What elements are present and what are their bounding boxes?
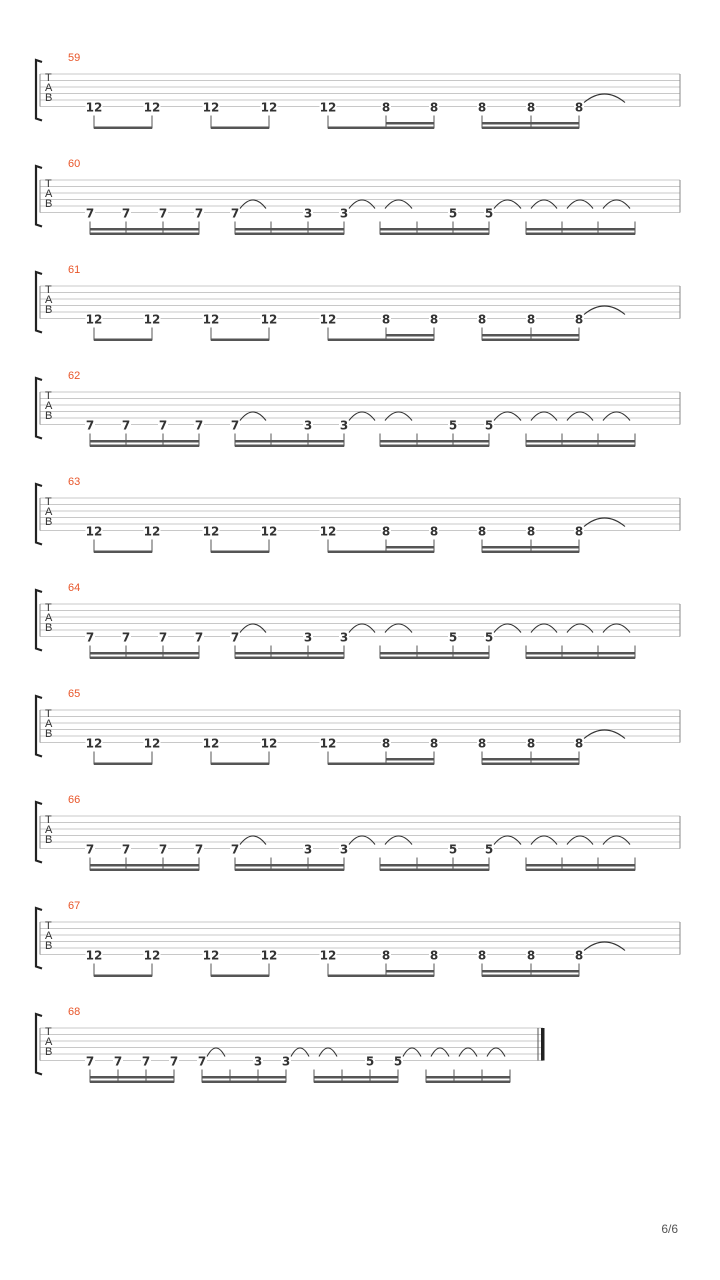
fret-number: 7	[141, 1054, 151, 1069]
tab-system	[36, 370, 680, 447]
tab-clef-letter: B	[45, 410, 53, 422]
tab-clef-letter: T	[45, 814, 52, 826]
tab-clef-letter: B	[45, 622, 53, 634]
beam-secondary	[90, 228, 199, 231]
beam	[90, 1081, 174, 1084]
fret-number: 7	[85, 630, 95, 645]
measure-number: 66	[68, 794, 81, 806]
fret-number: 5	[448, 842, 458, 857]
fret-number: 8	[526, 100, 536, 115]
fret-number: 12	[85, 312, 103, 327]
tab-clef-letter: T	[45, 1026, 52, 1038]
beam	[526, 445, 635, 448]
beam-secondary	[526, 228, 635, 231]
tab-system	[36, 582, 680, 659]
beam-secondary	[386, 758, 434, 761]
fret-number: 8	[526, 312, 536, 327]
beam	[211, 763, 269, 766]
tie	[567, 412, 593, 421]
fret-number: 5	[484, 418, 494, 433]
fret-number: 12	[319, 312, 337, 327]
tie	[385, 624, 412, 633]
tab-clef-letter: T	[45, 72, 52, 84]
fret-number: 12	[85, 100, 103, 115]
tie	[567, 200, 593, 209]
tie	[603, 412, 630, 421]
fret-number: 3	[339, 842, 349, 857]
fret-number: 8	[526, 524, 536, 539]
tab-system	[36, 264, 680, 341]
beam-secondary	[386, 122, 434, 125]
tab-clef-letter: B	[45, 198, 53, 210]
fret-number: 7	[85, 842, 95, 857]
fret-number: 5	[393, 1054, 403, 1069]
fret-number: 12	[260, 524, 278, 539]
beam	[328, 339, 434, 342]
tab-clef-letter: A	[45, 718, 53, 730]
beam-secondary	[380, 652, 489, 655]
fret-number: 7	[158, 842, 168, 857]
beam	[482, 551, 579, 554]
beam-secondary	[380, 440, 489, 443]
measure-number: 63	[68, 476, 81, 488]
beam	[202, 1081, 286, 1084]
tie	[603, 200, 630, 209]
fret-number: 8	[526, 948, 536, 963]
fret-number: 8	[429, 100, 439, 115]
beam-secondary	[90, 1076, 174, 1079]
beam-secondary	[235, 652, 344, 655]
fret-number: 5	[448, 630, 458, 645]
fret-number: 7	[158, 630, 168, 645]
beam-secondary	[526, 864, 635, 867]
tie	[385, 836, 412, 845]
beam	[90, 233, 199, 236]
fret-number: 8	[429, 948, 439, 963]
tie	[487, 1048, 505, 1057]
beam-secondary	[380, 864, 489, 867]
beam	[328, 975, 434, 978]
beam	[482, 975, 579, 978]
tie	[567, 624, 593, 633]
fret-number: 5	[484, 842, 494, 857]
beam	[380, 657, 489, 660]
fret-number: 7	[230, 206, 240, 221]
tab-clef-letter: A	[45, 612, 53, 624]
fret-number: 5	[448, 418, 458, 433]
tab-clef-letter: A	[45, 506, 53, 518]
tie	[531, 836, 557, 845]
fret-number: 3	[303, 418, 313, 433]
beam-secondary	[386, 334, 434, 337]
beam	[314, 1081, 398, 1084]
fret-number: 5	[365, 1054, 375, 1069]
fret-number: 12	[202, 736, 220, 751]
fret-number: 12	[143, 948, 161, 963]
fret-number: 3	[303, 630, 313, 645]
fret-number: 12	[319, 736, 337, 751]
measure-number: 62	[68, 370, 81, 382]
tie	[349, 836, 375, 845]
beam-secondary	[314, 1076, 398, 1079]
fret-number: 8	[574, 100, 584, 115]
measure-number: 59	[68, 52, 81, 64]
beam	[90, 657, 199, 660]
fret-number: 7	[197, 1054, 207, 1069]
measure-number: 65	[68, 688, 81, 700]
beam	[94, 127, 152, 130]
tie	[319, 1048, 337, 1057]
tie	[403, 1048, 421, 1057]
tie	[531, 200, 557, 209]
tie	[385, 412, 412, 421]
fret-number: 3	[339, 418, 349, 433]
tie	[584, 942, 625, 951]
tie	[531, 412, 557, 421]
tab-system	[36, 794, 680, 871]
fret-number: 12	[319, 948, 337, 963]
beam-secondary	[235, 864, 344, 867]
fret-number: 8	[574, 948, 584, 963]
beam	[94, 763, 152, 766]
tab-clef-letter: A	[45, 400, 53, 412]
tie	[584, 94, 625, 103]
tab-clef-letter: T	[45, 602, 52, 614]
fret-number: 12	[260, 100, 278, 115]
fret-number: 8	[477, 312, 487, 327]
fret-number: 8	[381, 312, 391, 327]
fret-number: 8	[381, 524, 391, 539]
tie	[431, 1048, 449, 1057]
fret-number: 3	[253, 1054, 263, 1069]
beam-secondary	[482, 334, 579, 337]
fret-number: 5	[484, 630, 494, 645]
beam	[90, 869, 199, 872]
beam-secondary	[426, 1076, 510, 1079]
beam	[526, 869, 635, 872]
beam	[380, 869, 489, 872]
system-bracket	[36, 802, 42, 863]
tab-clef-letter: T	[45, 708, 52, 720]
system-bracket	[36, 590, 42, 651]
tie	[494, 624, 521, 633]
tab-system	[36, 900, 680, 977]
fret-number: 7	[113, 1054, 123, 1069]
beam-secondary	[235, 228, 344, 231]
fret-number: 8	[477, 100, 487, 115]
tie	[494, 200, 521, 209]
fret-number: 12	[85, 524, 103, 539]
beam-secondary	[482, 758, 579, 761]
tab-clef-letter: B	[45, 516, 53, 528]
fret-number: 7	[121, 206, 131, 221]
beam-secondary	[90, 864, 199, 867]
tab-clef-letter: T	[45, 920, 52, 932]
fret-number: 5	[484, 206, 494, 221]
fret-number: 7	[121, 418, 131, 433]
fret-number: 3	[281, 1054, 291, 1069]
beam-secondary	[482, 122, 579, 125]
beam-secondary	[380, 228, 489, 231]
fret-number: 7	[169, 1054, 179, 1069]
fret-number: 7	[194, 418, 204, 433]
fret-number: 3	[339, 630, 349, 645]
fret-number: 12	[143, 100, 161, 115]
beam	[94, 339, 152, 342]
tab-clef-letter: T	[45, 178, 52, 190]
beam	[235, 445, 344, 448]
tab-system	[36, 52, 680, 129]
beam	[94, 551, 152, 554]
fret-number: 8	[526, 736, 536, 751]
fret-number: 8	[477, 948, 487, 963]
tie	[240, 412, 266, 421]
fret-number: 8	[381, 736, 391, 751]
fret-number: 12	[260, 948, 278, 963]
tie	[240, 624, 266, 633]
beam	[235, 657, 344, 660]
tie	[603, 624, 630, 633]
fret-number: 8	[429, 524, 439, 539]
beam	[328, 551, 434, 554]
fret-number: 7	[121, 630, 131, 645]
fret-number: 5	[448, 206, 458, 221]
beam	[482, 763, 579, 766]
tie	[349, 624, 375, 633]
fret-number: 7	[121, 842, 131, 857]
fret-number: 3	[339, 206, 349, 221]
tab-clef-letter: B	[45, 940, 53, 952]
fret-number: 12	[143, 312, 161, 327]
fret-number: 7	[158, 206, 168, 221]
tie	[349, 412, 375, 421]
tie	[494, 412, 521, 421]
beam-secondary	[386, 546, 434, 549]
tie	[584, 306, 625, 315]
tie	[291, 1048, 309, 1057]
system-bracket	[36, 166, 42, 227]
fret-number: 12	[143, 736, 161, 751]
tie	[207, 1048, 225, 1057]
beam	[426, 1081, 510, 1084]
tab-clef-letter: A	[45, 82, 53, 94]
fret-number: 8	[477, 736, 487, 751]
fret-number: 3	[303, 842, 313, 857]
system-bracket	[36, 60, 42, 121]
beam	[235, 869, 344, 872]
tab-clef-letter: A	[45, 1036, 53, 1048]
beam-secondary	[482, 546, 579, 549]
tie	[603, 836, 630, 845]
tie	[567, 836, 593, 845]
beam	[235, 233, 344, 236]
fret-number: 12	[260, 736, 278, 751]
fret-number: 12	[202, 100, 220, 115]
fret-number: 7	[85, 418, 95, 433]
tie	[531, 624, 557, 633]
system-bracket	[36, 378, 42, 439]
fret-number: 8	[574, 312, 584, 327]
beam	[94, 975, 152, 978]
fret-number: 7	[230, 418, 240, 433]
fret-number: 12	[319, 524, 337, 539]
fret-number: 7	[230, 630, 240, 645]
tab-clef-letter: B	[45, 304, 53, 316]
beam	[482, 127, 579, 130]
beam	[211, 339, 269, 342]
page-number: 6/6	[661, 1222, 678, 1236]
fret-number: 12	[260, 312, 278, 327]
tab-clef-letter: A	[45, 188, 53, 200]
beam-secondary	[235, 440, 344, 443]
fret-number: 8	[477, 524, 487, 539]
tie	[240, 836, 266, 845]
tab-clef-letter: T	[45, 496, 52, 508]
tab-system	[36, 476, 680, 553]
beam	[328, 127, 434, 130]
tab-clef-letter: B	[45, 1046, 53, 1058]
system-bracket	[36, 1014, 42, 1075]
beam	[380, 233, 489, 236]
fret-number: 7	[230, 842, 240, 857]
system-bracket	[36, 484, 42, 545]
tab-system	[36, 158, 680, 235]
fret-number: 7	[85, 1054, 95, 1069]
measure-number: 68	[68, 1006, 81, 1018]
beam	[211, 975, 269, 978]
fret-number: 8	[429, 736, 439, 751]
fret-number: 8	[574, 736, 584, 751]
beam	[380, 445, 489, 448]
beam-secondary	[90, 652, 199, 655]
tab-clef-letter: B	[45, 834, 53, 846]
beam	[526, 657, 635, 660]
fret-number: 12	[143, 524, 161, 539]
tie	[584, 518, 625, 527]
tie	[459, 1048, 477, 1057]
beam-secondary	[526, 652, 635, 655]
fret-number: 8	[574, 524, 584, 539]
fret-number: 7	[194, 630, 204, 645]
fret-number: 8	[429, 312, 439, 327]
fret-number: 7	[194, 206, 204, 221]
beam	[328, 763, 434, 766]
tie	[240, 200, 266, 209]
fret-number: 12	[202, 524, 220, 539]
beam-secondary	[482, 970, 579, 973]
final-barline	[541, 1028, 545, 1061]
fret-number: 3	[303, 206, 313, 221]
beam	[90, 445, 199, 448]
fret-number: 12	[85, 736, 103, 751]
tab-clef-letter: A	[45, 824, 53, 836]
fret-number: 8	[381, 948, 391, 963]
tie	[349, 200, 375, 209]
measure-number: 67	[68, 900, 81, 912]
tie	[385, 200, 412, 209]
fret-number: 8	[381, 100, 391, 115]
tab-clef-letter: A	[45, 930, 53, 942]
fret-number: 12	[202, 948, 220, 963]
tab-clef-letter: T	[45, 390, 52, 402]
tie	[584, 730, 625, 739]
fret-number: 12	[85, 948, 103, 963]
beam	[211, 127, 269, 130]
fret-number: 7	[85, 206, 95, 221]
fret-number: 7	[194, 842, 204, 857]
tab-clef-letter: T	[45, 284, 52, 296]
system-bracket	[36, 696, 42, 757]
tab-system	[36, 688, 680, 765]
fret-number: 7	[158, 418, 168, 433]
measure-number: 64	[68, 582, 81, 594]
tab-clef-letter: B	[45, 92, 53, 104]
system-bracket	[36, 272, 42, 333]
beam-secondary	[386, 970, 434, 973]
tab-clef-letter: B	[45, 728, 53, 740]
measure-number: 61	[68, 264, 81, 276]
system-bracket	[36, 908, 42, 969]
measure-number: 60	[68, 158, 81, 170]
beam-secondary	[202, 1076, 286, 1079]
beam-secondary	[90, 440, 199, 443]
tie	[494, 836, 521, 845]
fret-number: 12	[202, 312, 220, 327]
beam	[482, 339, 579, 342]
beam	[526, 233, 635, 236]
beam	[211, 551, 269, 554]
tab-system	[36, 1006, 545, 1083]
beam-secondary	[526, 440, 635, 443]
fret-number: 12	[319, 100, 337, 115]
tab-clef-letter: A	[45, 294, 53, 306]
